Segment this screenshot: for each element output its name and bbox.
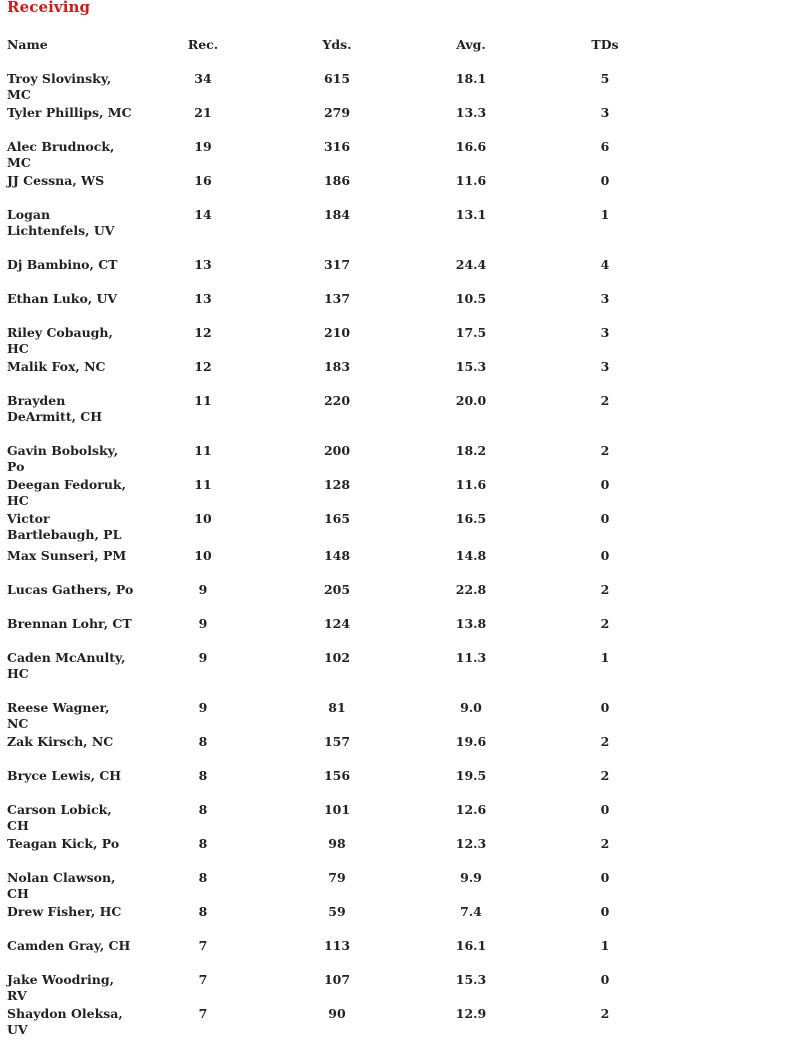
table-row [0, 700, 809, 734]
cell-tds: 2 [600, 616, 610, 631]
cell-rec: 12 [194, 325, 212, 340]
cell-rec: 8 [198, 904, 208, 919]
table-row [0, 257, 809, 291]
table-row [0, 71, 809, 105]
cell-tds: 3 [600, 325, 610, 340]
cell-name: Troy Slovinsky, MC [7, 71, 112, 102]
cell-rec: 13 [194, 257, 212, 272]
cell-tds: 3 [600, 291, 610, 306]
cell-tds: 0 [600, 173, 610, 188]
cell-name: Alec Brudnock, MC [7, 139, 115, 170]
cell-avg: 11.3 [455, 650, 487, 665]
cell-name: Camden Gray, CH [7, 938, 131, 953]
table-row [0, 291, 809, 325]
table-row [0, 904, 809, 938]
cell-yds: 220 [323, 393, 351, 408]
cell-name: Lucas Gathers, Po [7, 582, 134, 597]
cell-avg: 15.3 [455, 972, 487, 987]
cell-avg: 19.5 [455, 768, 487, 783]
table-row [0, 359, 809, 393]
cell-rec: 8 [198, 768, 208, 783]
cell-name: Jake Woodring, RV [7, 972, 114, 1003]
cell-avg: 13.1 [455, 207, 487, 222]
table-row [0, 802, 809, 836]
cell-tds: 4 [600, 257, 610, 272]
cell-yds: 165 [323, 511, 351, 526]
cell-rec: 14 [194, 207, 212, 222]
cell-avg: 13.3 [455, 105, 487, 120]
cell-avg: 22.8 [455, 582, 487, 597]
cell-avg: 16.1 [455, 938, 487, 953]
table-row [0, 734, 809, 768]
cell-yds: 107 [323, 972, 351, 987]
cell-avg: 19.6 [455, 734, 487, 749]
cell-name: Victor Bartlebaugh, PL [7, 511, 122, 542]
cell-tds: 0 [600, 972, 610, 987]
cell-rec: 13 [194, 291, 212, 306]
table-row [0, 393, 809, 427]
cell-yds: 90 [328, 1006, 346, 1021]
table-row [0, 616, 809, 650]
cell-name: Deegan Fedoruk, HC [7, 477, 126, 508]
cell-avg: 12.9 [455, 1006, 487, 1021]
cell-name: Malik Fox, NC [7, 359, 106, 374]
cell-tds: 2 [600, 582, 610, 597]
cell-name: Tyler Phillips, MC [7, 105, 132, 120]
table-row [0, 443, 809, 477]
cell-yds: 183 [323, 359, 351, 374]
cell-name: Logan Lichtenfels, UV [7, 207, 115, 238]
table-row [0, 139, 809, 173]
cell-rec: 34 [194, 71, 212, 86]
cell-tds: 2 [600, 1006, 610, 1021]
table-row [0, 511, 809, 545]
cell-name: Ethan Luko, UV [7, 291, 118, 306]
cell-tds: 2 [600, 734, 610, 749]
cell-yds: 113 [323, 938, 351, 953]
cell-tds: 3 [600, 359, 610, 374]
cell-avg: 12.3 [455, 836, 487, 851]
cell-tds: 0 [600, 802, 610, 817]
cell-yds: 157 [323, 734, 351, 749]
cell-name: Reese Wagner, NC [7, 700, 110, 731]
table-row [0, 870, 809, 904]
cell-avg: 15.3 [455, 359, 487, 374]
cell-tds: 1 [600, 207, 610, 222]
cell-avg: 20.0 [455, 393, 487, 408]
header-yds: Yds. [322, 37, 352, 52]
cell-yds: 279 [323, 105, 351, 120]
cell-avg: 16.6 [455, 139, 487, 154]
table-row [0, 650, 809, 684]
cell-name: Caden McAnulty, HC [7, 650, 126, 681]
cell-avg: 9.0 [460, 700, 482, 715]
cell-name: Teagan Kick, Po [7, 836, 120, 851]
cell-tds: 0 [600, 548, 610, 563]
cell-rec: 7 [198, 938, 208, 953]
cell-tds: 2 [600, 836, 610, 851]
table-row [0, 938, 809, 972]
cell-yds: 148 [323, 548, 351, 563]
cell-tds: 1 [600, 650, 610, 665]
cell-rec: 8 [198, 870, 208, 885]
table-row [0, 105, 809, 139]
cell-tds: 1 [600, 938, 610, 953]
table-row [0, 207, 809, 241]
cell-name: JJ Cessna, WS [7, 173, 105, 188]
cell-tds: 0 [600, 511, 610, 526]
cell-avg: 18.2 [455, 443, 487, 458]
cell-yds: 210 [323, 325, 351, 340]
cell-name: Gavin Bobolsky, Po [7, 443, 119, 474]
cell-yds: 79 [328, 870, 346, 885]
cell-rec: 8 [198, 802, 208, 817]
cell-tds: 2 [600, 768, 610, 783]
table-row [0, 836, 809, 870]
cell-tds: 0 [600, 870, 610, 885]
cell-tds: 0 [600, 904, 610, 919]
cell-rec: 10 [194, 511, 212, 526]
cell-name: Max Sunseri, PM [7, 548, 127, 563]
cell-tds: 0 [600, 700, 610, 715]
cell-rec: 11 [194, 443, 212, 458]
cell-rec: 9 [198, 650, 208, 665]
cell-rec: 19 [194, 139, 212, 154]
cell-yds: 317 [323, 257, 351, 272]
cell-avg: 24.4 [455, 257, 487, 272]
header-avg: Avg. [456, 37, 486, 52]
cell-tds: 6 [600, 139, 610, 154]
cell-yds: 156 [323, 768, 351, 783]
cell-rec: 9 [198, 616, 208, 631]
table-row [0, 173, 809, 207]
header-rec: Rec. [187, 37, 219, 52]
cell-rec: 12 [194, 359, 212, 374]
cell-avg: 7.4 [460, 904, 482, 919]
cell-avg: 18.1 [455, 71, 487, 86]
cell-tds: 2 [600, 393, 610, 408]
cell-rec: 8 [198, 836, 208, 851]
cell-name: Shaydon Oleksa, UV [7, 1006, 123, 1037]
table-row [0, 325, 809, 359]
table-row [0, 1006, 809, 1040]
cell-avg: 12.6 [455, 802, 487, 817]
header-name: Name [7, 37, 48, 52]
cell-name: Zak Kirsch, NC [7, 734, 114, 749]
cell-avg: 11.6 [455, 173, 487, 188]
cell-rec: 9 [198, 582, 208, 597]
cell-yds: 205 [323, 582, 351, 597]
table-row [0, 477, 809, 511]
table-row [0, 548, 809, 582]
cell-yds: 615 [323, 71, 351, 86]
cell-name: Drew Fisher, HC [7, 904, 122, 919]
cell-yds: 186 [323, 173, 351, 188]
cell-rec: 7 [198, 1006, 208, 1021]
cell-avg: 10.5 [455, 291, 487, 306]
cell-rec: 9 [198, 700, 208, 715]
cell-tds: 0 [600, 477, 610, 492]
cell-name: Carson Lobick, CH [7, 802, 112, 833]
cell-yds: 81 [328, 700, 346, 715]
cell-yds: 98 [328, 836, 346, 851]
cell-tds: 2 [600, 443, 610, 458]
cell-name: Bryce Lewis, CH [7, 768, 122, 783]
cell-tds: 5 [600, 71, 610, 86]
cell-yds: 59 [328, 904, 346, 919]
cell-yds: 124 [323, 616, 351, 631]
cell-yds: 184 [323, 207, 351, 222]
cell-yds: 137 [323, 291, 351, 306]
table-row [0, 972, 809, 1006]
header-tds: TDs [591, 37, 619, 52]
cell-yds: 200 [323, 443, 351, 458]
cell-yds: 102 [323, 650, 351, 665]
cell-avg: 17.5 [455, 325, 487, 340]
cell-rec: 8 [198, 734, 208, 749]
cell-name: Riley Cobaugh, HC [7, 325, 113, 356]
cell-rec: 11 [194, 393, 212, 408]
cell-yds: 128 [323, 477, 351, 492]
cell-rec: 21 [194, 105, 212, 120]
cell-rec: 10 [194, 548, 212, 563]
cell-avg: 13.8 [455, 616, 487, 631]
cell-rec: 16 [194, 173, 212, 188]
cell-yds: 101 [323, 802, 351, 817]
cell-name: Dj Bambino, CT [7, 257, 118, 272]
cell-rec: 11 [194, 477, 212, 492]
cell-avg: 16.5 [455, 511, 487, 526]
cell-name: Brayden DeArmitt, CH [7, 393, 103, 424]
section-title: Receiving [7, 0, 91, 16]
cell-avg: 14.8 [455, 548, 487, 563]
cell-tds: 3 [600, 105, 610, 120]
cell-name: Nolan Clawson, CH [7, 870, 116, 901]
table-row [0, 582, 809, 616]
table-row [0, 768, 809, 802]
cell-yds: 316 [323, 139, 351, 154]
cell-rec: 7 [198, 972, 208, 987]
cell-name: Brennan Lohr, CT [7, 616, 132, 631]
cell-avg: 9.9 [460, 870, 482, 885]
cell-avg: 11.6 [455, 477, 487, 492]
